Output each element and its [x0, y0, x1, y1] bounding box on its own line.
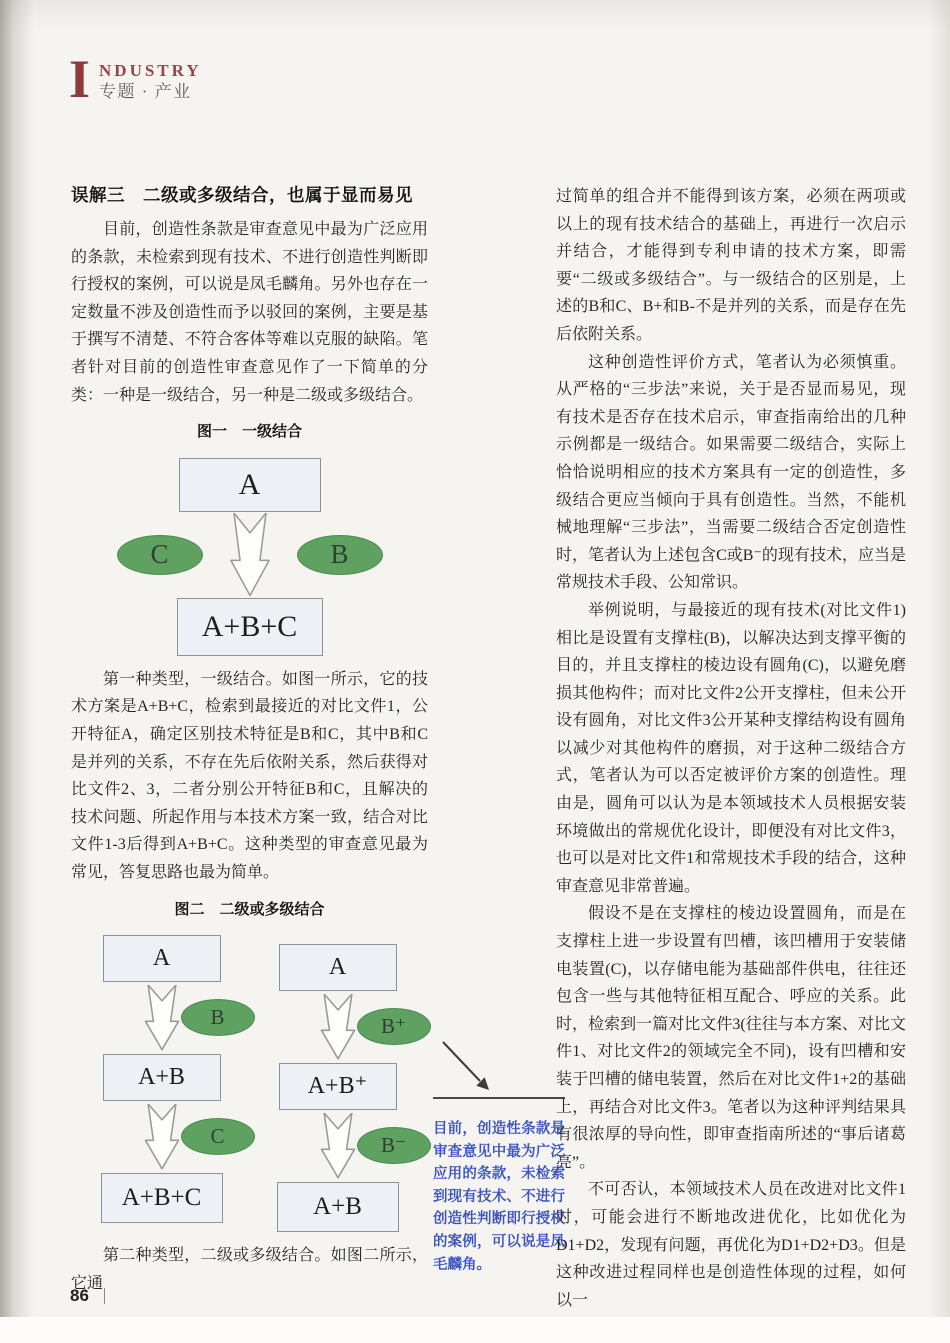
left-paragraph-1: 目前，创造性条款是审查意见中最为广泛应用的条款，未检索到现有技术、不进行创造性判断即行授权的案例，可以说是凤毛麟角。另外也存在一定数量不涉及创造性而予以驳回的案例，主要是基于撰写不清楚、不符合客体等难以克服的缺陷。笔者针对目前的创造性审查意见作了一下简单的分类：一种是一级结合，另一种是二级或多级结合。 — [71, 221, 428, 404]
right-column — [556, 183, 906, 1314]
header-text — [99, 56, 202, 103]
figure-1 — [71, 418, 428, 656]
left-paragraph-3: 第二种类型，二级或多级结合。如图二所示，它通 — [71, 1247, 428, 1292]
flow-left-box-abc: A+B+C — [101, 1173, 223, 1223]
article-heading: 误解三 二级或多级结合，也属于显而易见 — [71, 185, 413, 205]
flow-right-box-ab-plus: A+B⁺ — [279, 1063, 397, 1110]
figure-2-diagram — [71, 935, 428, 1232]
figure-2 — [71, 896, 428, 1233]
left-paragraph-2: 第一种类型，一级结合。如图一所示，它的技术方案是A+B+C，检索到最接近的对比文件1，公开特征A，确定区别技术特征是B和C，其中B和C是并列的关系，不存在先后依附关系，然后获得对比文件2、3，二者分别公开特征B和C，且解决的技术问题、所起作用与本技术方案一致，结合对比文件1-3后得到A+B+C。这种类型的审查意见最为常见，答复思路也最为简单。 — [71, 670, 428, 881]
page-number — [70, 1286, 105, 1306]
flow-left-box-a: A — [103, 935, 221, 982]
figure-2-right-flow — [277, 944, 407, 1232]
magazine-title: NDUSTRY — [99, 61, 202, 80]
scan-bottom-strip — [0, 1317, 950, 1343]
figure-2-left-flow — [101, 935, 223, 1232]
down-arrow-icon — [227, 513, 273, 597]
figure-1-box-a: A — [179, 458, 321, 512]
pull-quote — [433, 1040, 565, 1276]
down-arrow-icon — [142, 1104, 182, 1170]
flow-left-box-ab: A+B — [103, 1054, 221, 1101]
right-paragraph-2: 这种创造性评价方式，笔者认为必须慎重。从严格的“三步法”来说，关于是否显而易见，现有技术是否存在技术启示，审查指南给出的几种示例都是一级结合。如果需要二级结合，实际上恰恰说明相应的技术方案具有一定的创造性，多级结合更应当倾向于具有创造性。当然，不能机械地理解“三步法”，当需要二级结合否定创造性时，笔者认为上述包含C或B⁻的现有技术，应当是常规技术手段、公知常识。 — [556, 353, 906, 592]
down-arrow-icon — [142, 985, 182, 1051]
flow-right-box-ab: A+B — [277, 1182, 399, 1232]
left-column — [71, 183, 428, 1297]
page-number-value: 86 — [70, 1286, 89, 1305]
right-paragraph-5: 不可否认，本领域技术人员在改进对比文件1时，可能会进行不断地改进优化，比如优化为D1+D2，发现有问题，再优化为D1+D2+D3。但是这种改进过程同样也是创造性体现的过程，如何以一 — [556, 1181, 906, 1309]
down-arrow-icon — [318, 994, 358, 1060]
figure-1-box-abc: A+B+C — [177, 598, 323, 656]
flow-left-ellipse-b: B — [181, 999, 255, 1036]
down-arrow-icon — [318, 1113, 358, 1179]
figure-2-caption: 图二 二级或多级结合 — [174, 900, 325, 918]
pull-quote-arrow-icon — [433, 1040, 565, 1104]
magazine-dropcap: I — [69, 49, 91, 109]
flow-left-ellipse-c: C — [181, 1118, 255, 1155]
right-paragraph-1: 过简单的组合并不能得到该方案，必须在两项或以上的现有技术结合的基础上，再进行一次启示并结合，才能得到专利申请的技术方案，即需要“二级或多级结合”。与一级结合的区别是，上述的B和C、B+和B-不是并列的关系，而是存在先后依附关系。 — [556, 188, 906, 343]
figure-1-ellipse-b: B — [297, 535, 383, 575]
figure-1-ellipse-c: C — [117, 535, 203, 575]
flow-right-ellipse-b-plus: B⁺ — [357, 1008, 431, 1045]
page-number-divider — [104, 1288, 106, 1304]
flow-right-ellipse-b-minus: B⁻ — [357, 1127, 431, 1164]
figure-1-diagram — [71, 458, 428, 656]
right-paragraph-3: 举例说明，与最接近的现有技术(对比文件1)相比是设置有支撑柱(B)，以解决达到支撑平衡的目的，并且支撑柱的棱边设有圆角(C)，以避免磨损其他构件；而对比文件2公开支撑柱，但未公开设有圆角，对比文件3公开某种支撑结构设有圆角以减少对其他构件的磨损，对于这种二级结合方式，笔者认为可以否定被评价方案的创造性。理由是，圆角可以认为是本领域技术人员根据安装环境做出的常规优化设计，即便没有对比文件3，也可以是对比文件1和常规技术手段的结合，这种审查意见非常普遍。 — [556, 601, 906, 895]
figure-1-caption: 图一 一级结合 — [196, 423, 302, 441]
flow-right-box-a: A — [279, 944, 397, 991]
page-header — [69, 49, 202, 109]
right-paragraph-4: 假设不是在支撑柱的棱边设置圆角，而是在支撑柱上进一步设置有凹槽，该凹槽用于安装储电装置(C)，以存储电能为基础部件供电，往往还包含一些与其他特征相互配合、呼应的关系。此时，检索到一篇对比文件3(往往与本方案、对比文件1、对比文件2的领域完全不同)，设有凹槽和安装于凹槽的储电装置，然后在对比文件1+2的基础上，再结合对比文件3。笔者以为这种评判结果具有很浓厚的导向性，即审查指南所述的“事后诸葛亮”。 — [556, 905, 906, 1171]
pull-quote-text: 目前，创造性条款是审查意见中最为广泛应用的条款，未检索到现有技术、不进行创造性判断即行授权的案例，可以说是凤毛麟角。 — [433, 1121, 565, 1273]
section-title: 专题 · 产业 — [99, 82, 192, 101]
